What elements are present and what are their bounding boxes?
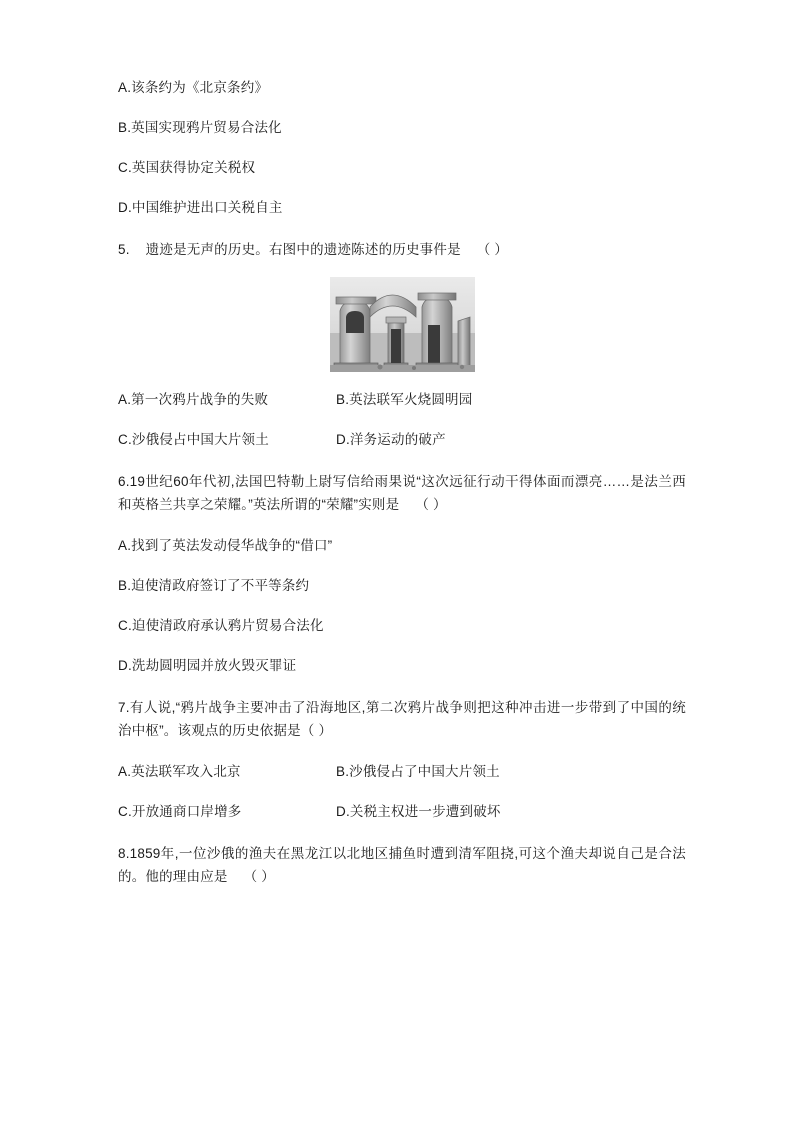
- question-7-stem: 7.有人说,“鸦片战争主要冲击了沿海地区,第二次鸦片战争则把这种冲击进一步带到了中国的统治中枢”。该观点的历史依据是（ ）: [118, 699, 686, 739]
- question-8-text: 8.1859年,一位沙俄的渔夫在黑龙江以北地区捕鱼时遭到清军阻挠,可这个渔夫却说自己是合法的。他的理由应是: [118, 846, 686, 885]
- option-c: C.迫使清政府承认鸦片贸易合法化: [118, 618, 324, 634]
- question-5: [118, 238, 686, 451]
- option-c: C.沙俄侵占中国大片领土: [118, 431, 269, 447]
- question-7-options-row-2: [118, 802, 686, 823]
- question-5-answer-blank: （ ）: [476, 241, 509, 257]
- option-b: B.迫使清政府签订了不平等条约: [118, 578, 310, 594]
- question-7-options-row-1: [118, 762, 686, 783]
- option-d: D.洋务运动的破产: [336, 431, 446, 447]
- ruins-illustration-icon: [330, 277, 475, 372]
- option-a: A.第一次鸦片战争的失败: [118, 391, 269, 407]
- question-6: [118, 470, 686, 677]
- option-a: A.英法联军攻入北京: [118, 764, 241, 780]
- option-d: D.中国维护进出口关税自主: [118, 199, 283, 215]
- question-6-stem: [118, 470, 686, 516]
- question-4-options: [118, 78, 686, 219]
- question-5-number: 5.: [118, 241, 130, 257]
- question-8: [118, 842, 686, 888]
- question-5-figure: [118, 277, 686, 372]
- option-c: C.开放通商口岸增多: [118, 804, 242, 820]
- option-b: B.沙俄侵占了中国大片领土: [336, 764, 500, 780]
- question-8-stem: [118, 842, 686, 888]
- question-5-options-row-2: [118, 430, 686, 451]
- option-b: B.英国实现鸦片贸易合法化: [118, 119, 282, 135]
- question-5-options-row-1: [118, 390, 686, 411]
- option-a: A.该条约为《北京条约》: [118, 80, 269, 95]
- option-d: D.洗劫圆明园并放火毁灭罪证: [118, 657, 297, 673]
- question-6-answer-blank: （ ）: [415, 496, 447, 512]
- question-7: [118, 696, 686, 823]
- option-b: B.英法联军火烧圆明园: [336, 391, 473, 407]
- question-8-answer-blank: （ ）: [243, 869, 275, 885]
- option-d: D.关税主权进一步遭到破坏: [336, 804, 501, 820]
- question-6-text: 6.19世纪60年代初,法国巴特勒上尉写信给雨果说“这次远征行动干得体面而漂亮……是法兰西和英格兰共享之荣耀。”英法所谓的“荣耀”实则是: [118, 473, 686, 512]
- question-5-stem: [118, 238, 686, 261]
- option-a: A.找到了英法发动侵华战争的“借口”: [118, 538, 333, 554]
- question-5-text: 遗迹是无声的历史。右图中的遗迹陈述的历史事件是: [145, 241, 461, 257]
- option-c: C.英国获得协定关税权: [118, 159, 256, 175]
